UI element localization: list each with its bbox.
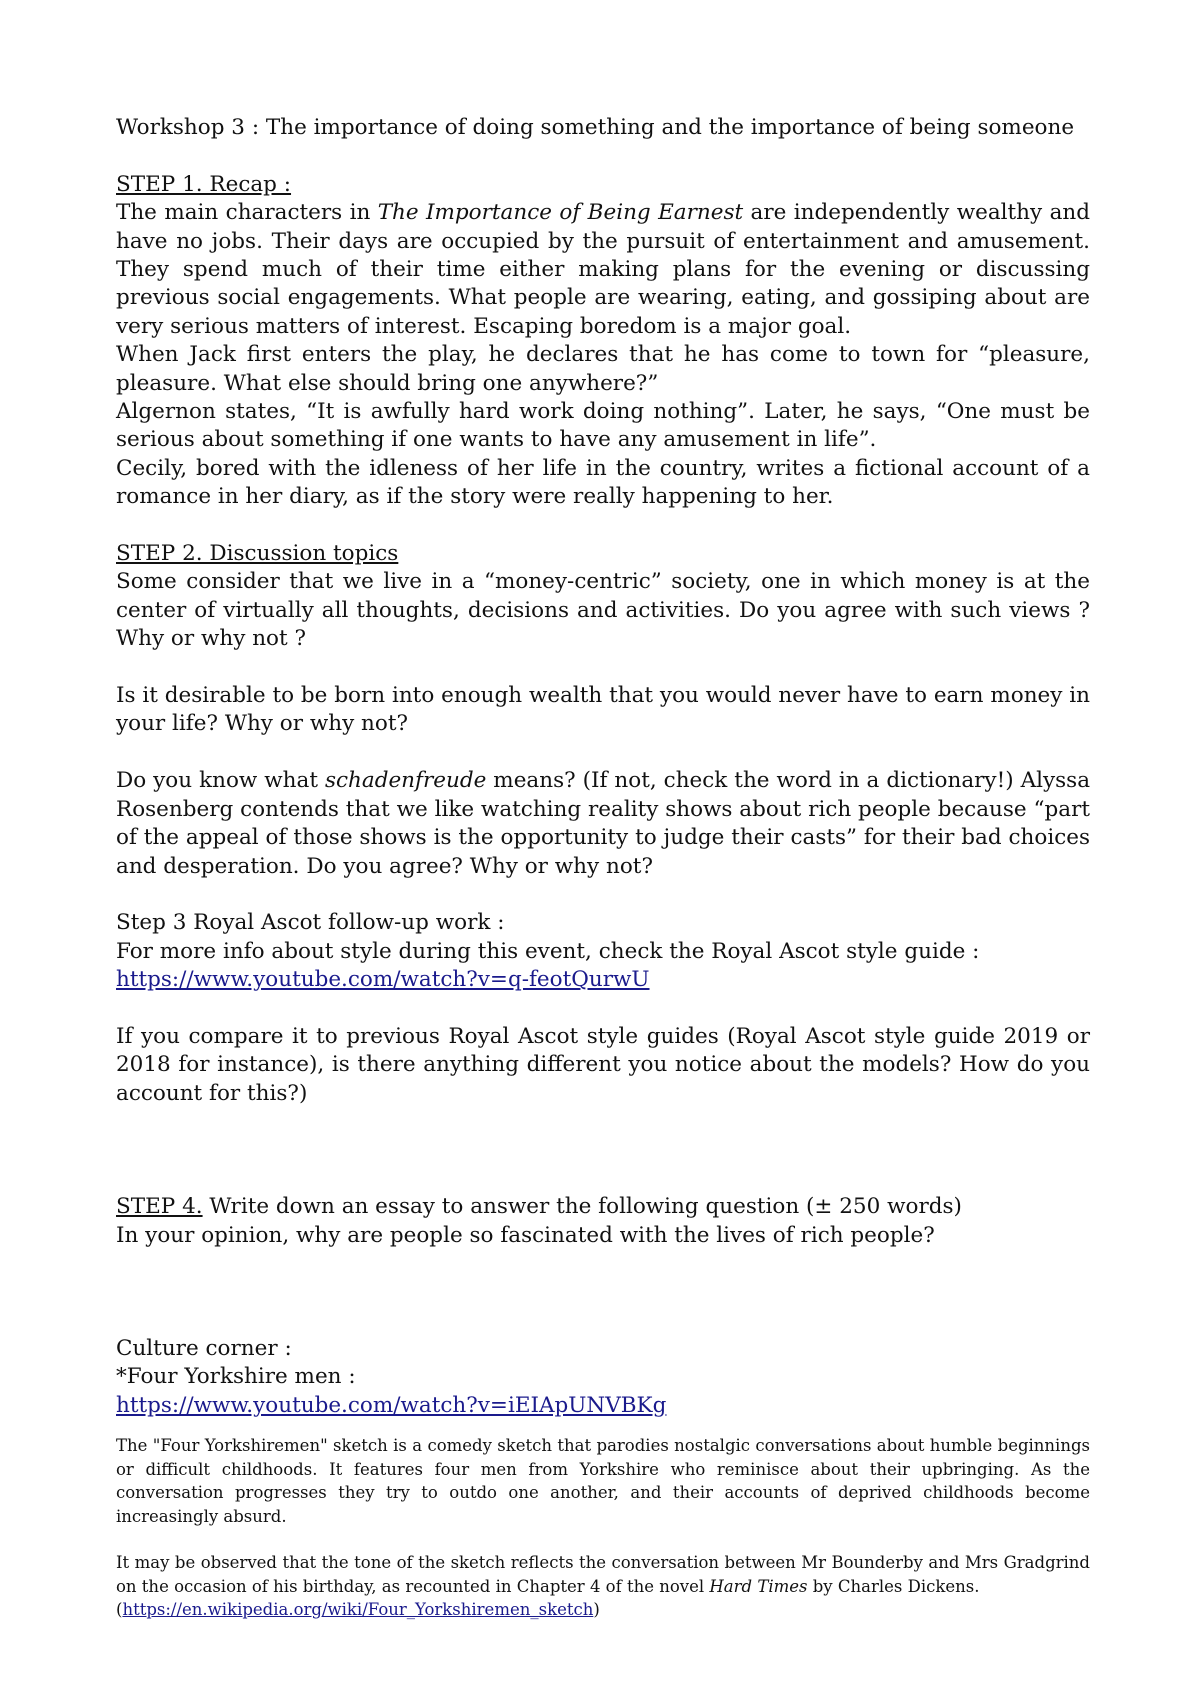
step1-heading: STEP 1. Recap : — [116, 171, 292, 197]
four-yorkshiremen-video-link[interactable]: https://www.youtube.com/watch?v=iEIApUNVBKg — [116, 1392, 667, 1418]
sketch-description: The "Four Yorkshiremen" sketch is a comedy sketch that parodies nostalgic conversations about humble beginnings or difficult childhoods. It features four men from Yorkshire who reminisce about their upbringing. As the conversation progresses they try to outdo one another, and their accounts of deprived childhoods become increasingly absurd. — [116, 1436, 1090, 1526]
culture-corner-item: *Four Yorkshire men : — [116, 1364, 356, 1390]
step1-paragraph-2: When Jack first enters the play, he declares that he has come to town for “pleasure, pleasure. What else should bring one anywhere?” — [116, 342, 1090, 396]
play-title: The Importance of Being Earnest — [377, 200, 744, 226]
wikipedia-source: (https://en.wikipedia.org/wiki/Four_Yorkshiremen_sketch) — [116, 1600, 600, 1620]
step2-question-3: Do you know what schadenfreude means? (If not, check the word in a dictionary!) Alyssa Rosenberg contends that we like watching reality shows about rich people because “part of the appeal of those shows is the opportunity to judge their casts” for their bad choices and desperation. Do you agree? Why or why not? — [116, 768, 1091, 879]
main-text — [116, 114, 1090, 1420]
worksheet-title: Workshop 3 : The importance of doing something and the importance of being someone — [116, 115, 1075, 140]
sketch-comparison: It may be observed that the tone of the sketch reflects the conversation between Mr Bounderby and Mrs Gradgrind on the occasion of his birthday, as recounted in Chapter 4 of the novel Hard Times by Charles Dickens. — [116, 1553, 1090, 1596]
step3-heading: Step 3 Royal Ascot follow-up work : — [116, 910, 505, 936]
step1-paragraph-3: Algernon states, “It is awfully hard work doing nothing”. Later, he says, “One must be serious about something if one wants to have any amusement in life”. — [116, 399, 1090, 453]
royal-ascot-video-link[interactable]: https://www.youtube.com/watch?v=q-feotQurwU — [116, 967, 650, 993]
step2-heading: STEP 2. Discussion topics — [116, 541, 399, 567]
novel-title: Hard Times — [709, 1576, 808, 1596]
wikipedia-link[interactable]: https://en.wikipedia.org/wiki/Four_Yorkshiremen_sketch — [122, 1600, 594, 1620]
schadenfreude-term: schadenfreude — [324, 768, 487, 794]
step4-instruction: Write down an essay to answer the following question (± 250 words) — [202, 1194, 962, 1220]
step1-paragraph-4: Cecily, bored with the idleness of her life in the country, writes a fictional account of a romance in her diary, as if the story were really happening to her. — [116, 455, 1090, 510]
step2-question-1: Some consider that we live in a “money-centric” society, one in which money is at the center of virtually all thoughts, decisions and activities. Do you agree with such views ? Why or why not ? — [116, 569, 1090, 652]
step4-block — [116, 1193, 1090, 1221]
step3-question: If you compare it to previous Royal Ascot style guides (Royal Ascot style guide 2019 or 2018 for instance), is there anything different you notice about the models? How do you account for this?) — [116, 1023, 1090, 1106]
step4-question: In your opinion, why are people so fascinated with the lives of rich people? — [116, 1222, 935, 1248]
culture-notes — [116, 1434, 1090, 1622]
culture-corner-heading: Culture corner : — [116, 1335, 292, 1361]
step1-paragraph-1: The main characters in The Importance of Being Earnest are independently wealthy and have no jobs. Their days are occupied by the pursuit of entertainment and amusement. They spend much of their time either making plans for the evening or discussing previous social engagements. What people are wearing, eating, and gossiping about are very serious matters of interest. Escaping boredom is a major goal. — [116, 200, 1091, 339]
step4-heading: STEP 4. — [116, 1194, 203, 1220]
step3-line: For more info about style during this event, check the Royal Ascot style guide : — [116, 938, 980, 964]
step2-question-2: Is it desirable to be born into enough wealth that you would never have to earn money in your life? Why or why not? — [116, 683, 1090, 737]
